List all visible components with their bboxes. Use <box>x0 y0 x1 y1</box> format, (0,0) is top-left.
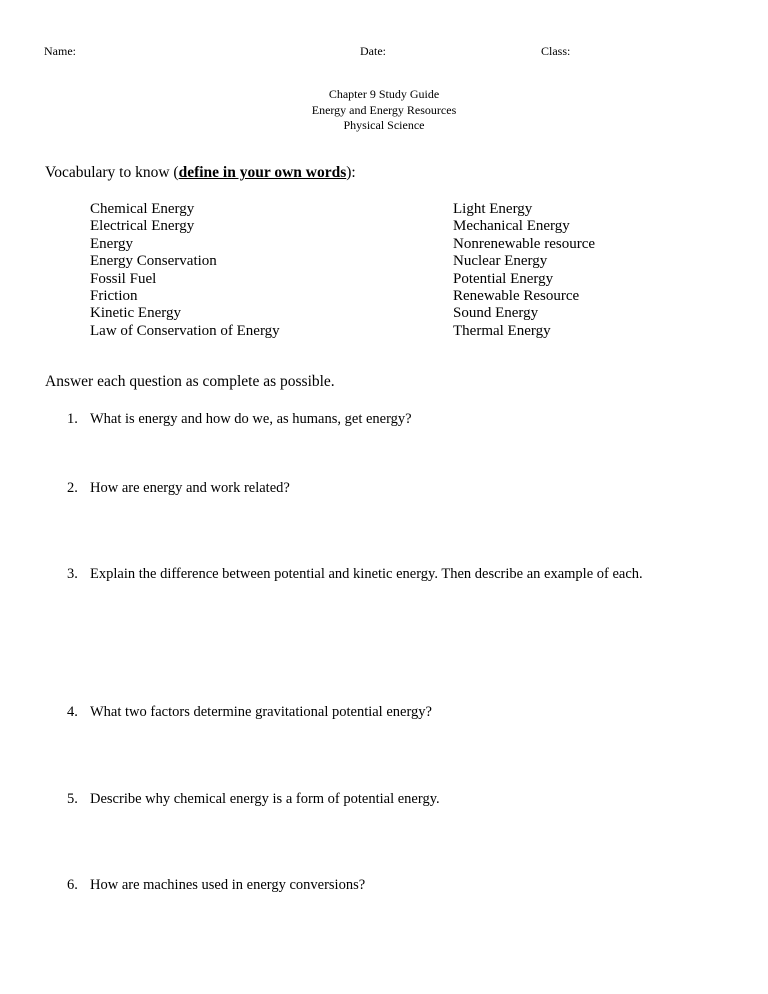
question-number: 6. <box>67 877 78 893</box>
vocabulary-term: Renewable Resource <box>453 288 580 305</box>
question-4 <box>67 704 432 721</box>
question-text: What two factors determine gravitational potential energy? <box>90 704 432 720</box>
vocabulary-term: Kinetic Energy <box>90 305 181 322</box>
vocabulary-term: Fossil Fuel <box>90 270 157 287</box>
question-number: 1. <box>67 411 78 427</box>
vocabulary-term: Potential Energy <box>453 270 554 287</box>
question-2 <box>67 480 290 497</box>
vocabulary-term: Law of Conservation of Energy <box>90 322 280 339</box>
question-text: Explain the difference between potential and kinetic energy. Then describe an example of each. <box>90 566 643 582</box>
vocabulary-heading-prefix: Vocabulary to know ( <box>45 164 179 181</box>
title-chapter: Chapter 9 Study Guide <box>328 87 440 101</box>
vocabulary-term: Electrical Energy <box>90 218 195 235</box>
question-number: 4. <box>67 704 78 720</box>
vocabulary-list-left <box>90 201 280 340</box>
instructions-text: Answer each question as complete as possible. <box>45 373 335 390</box>
vocabulary-term: Nonrenewable resource <box>453 235 596 252</box>
question-number: 5. <box>67 791 78 807</box>
vocabulary-term: Mechanical Energy <box>453 218 570 235</box>
title-subject: Physical Science <box>343 118 425 132</box>
vocabulary-term: Friction <box>90 288 138 305</box>
question-text: How are energy and work related? <box>90 480 290 496</box>
class-label: Class: <box>541 44 571 58</box>
vocabulary-list-right <box>453 201 595 340</box>
vocabulary-term: Energy Conservation <box>90 253 217 270</box>
question-text: What is energy and how do we, as humans, get energy? <box>90 411 412 427</box>
question-1 <box>67 411 412 428</box>
question-3 <box>67 566 643 583</box>
question-text: Describe why chemical energy is a form of potential energy. <box>90 791 440 807</box>
document-title <box>0 87 768 134</box>
question-6 <box>67 877 365 894</box>
vocabulary-heading <box>45 164 356 182</box>
name-label: Name: <box>44 44 76 58</box>
title-topic: Energy and Energy Resources <box>311 102 457 117</box>
vocabulary-term: Thermal Energy <box>453 322 551 339</box>
vocabulary-term: Energy <box>90 235 134 252</box>
vocabulary-term: Nuclear Energy <box>453 253 548 270</box>
vocabulary-term: Chemical Energy <box>90 201 195 217</box>
question-number: 3. <box>67 566 78 582</box>
vocabulary-heading-emphasis: define in your own words <box>178 164 347 181</box>
question-5 <box>67 791 440 808</box>
vocabulary-heading-suffix: ): <box>346 164 356 181</box>
vocabulary-term: Sound Energy <box>453 305 539 322</box>
date-label: Date: <box>360 44 386 58</box>
vocabulary-term: Light Energy <box>453 201 533 217</box>
question-number: 2. <box>67 480 78 496</box>
question-text: How are machines used in energy conversions? <box>90 877 366 893</box>
